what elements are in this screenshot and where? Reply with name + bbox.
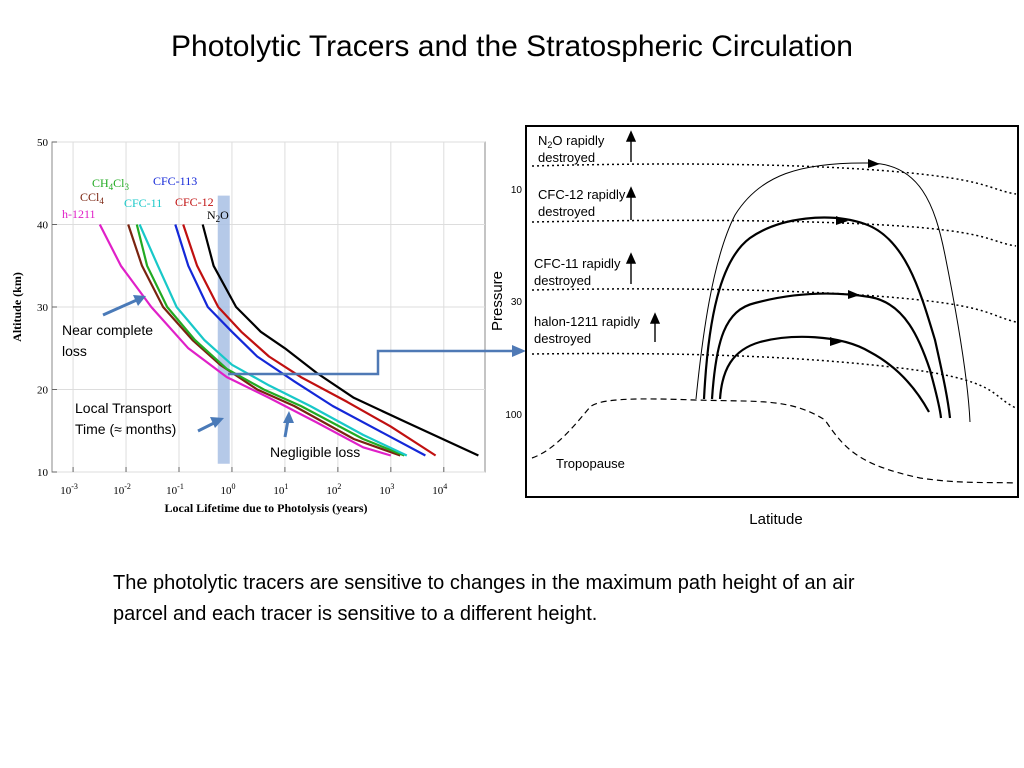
y-tick-label: 20 [37, 384, 48, 397]
y-tick-10: 10 [510, 185, 522, 196]
legend-cfc113: CFC-113 [153, 174, 198, 188]
annotation-near-complete-loss [62, 295, 153, 359]
x-tick-label: $10^3$ [379, 482, 395, 497]
svg-text:loss: loss [62, 343, 87, 359]
label-halon: halon-1211 rapidly [534, 314, 640, 329]
circulation-paths [696, 163, 970, 422]
label-tropopause: Tropopause [556, 456, 625, 471]
y-tick-30: 30 [510, 297, 522, 308]
x-tick-label: $10^0$ [220, 482, 236, 497]
x-tick-label: $10^4$ [432, 482, 448, 497]
y-tick-label: 40 [37, 219, 48, 232]
diagram-frame [526, 126, 1018, 497]
x-tick-label: $10^{-3}$ [60, 482, 78, 497]
x-tick-label: $10^1$ [273, 482, 289, 497]
x-tick-label: $10^2$ [326, 482, 342, 497]
circulation-diagram [480, 120, 1024, 535]
series-line-6 [203, 225, 479, 456]
x-axis-label: Latitude [749, 511, 803, 528]
series-line-2 [137, 225, 405, 456]
annotation-local-transport-time [75, 400, 224, 437]
label-halon-line2: destroyed [534, 331, 592, 346]
legend-ch4cl3: $CH_4Cl_3$ [92, 176, 130, 192]
label-cfc12-line2: destroyed [538, 204, 596, 219]
legend-ccl4: CCl$_4$ [80, 190, 104, 206]
legend-n2o: $N_2O$ [207, 208, 229, 224]
label-cfc12: CFC-12 rapidly [538, 187, 626, 202]
svg-text:Negligible loss: Negligible loss [270, 444, 361, 460]
label-cfc11: CFC-11 rapidly [534, 256, 621, 271]
y-tick-label: 10 [37, 467, 48, 479]
label-cfc11-line2: destroyed [534, 273, 592, 288]
x-axis-label: Local Lifetime due to Photolysis (years) [164, 501, 368, 515]
legend-cfc12: CFC-12 [175, 195, 214, 209]
y-axis-label: Pressure [489, 270, 506, 332]
svg-text:Local Transport: Local Transport [75, 400, 172, 416]
circulation-arrowheads [830, 159, 880, 346]
svg-text:Time (≈ months): Time (≈ months) [75, 421, 177, 437]
label-n2o-line2: destroyed [538, 150, 596, 165]
slide-caption: The photolytic tracers are sensitive to changes in the maximum path height of an air parcel and each tracer is sensitive to a different height. [113, 572, 855, 625]
legend-cfc11: CFC-11 [124, 196, 163, 210]
photolysis-lifetime-chart [0, 125, 500, 530]
y-tick-label: 50 [37, 137, 48, 149]
y-tick-100: 100 [505, 410, 522, 421]
x-tick-label: $10^{-1}$ [166, 482, 184, 497]
destruction-labels [534, 133, 640, 471]
svg-text:Near complete: Near complete [62, 322, 154, 338]
legend-h1211: h-1211 [62, 207, 96, 221]
page-title: Photolytic Tracers and the Stratospheric Circulation [171, 30, 853, 63]
y-axis-label: Altitude (km) [10, 272, 24, 342]
y-tick-label: 30 [37, 302, 48, 314]
label-n2o: $N_2O$ rapidly [538, 133, 605, 150]
transport-time-band [218, 196, 230, 464]
x-tick-label: $10^{-2}$ [113, 482, 131, 497]
